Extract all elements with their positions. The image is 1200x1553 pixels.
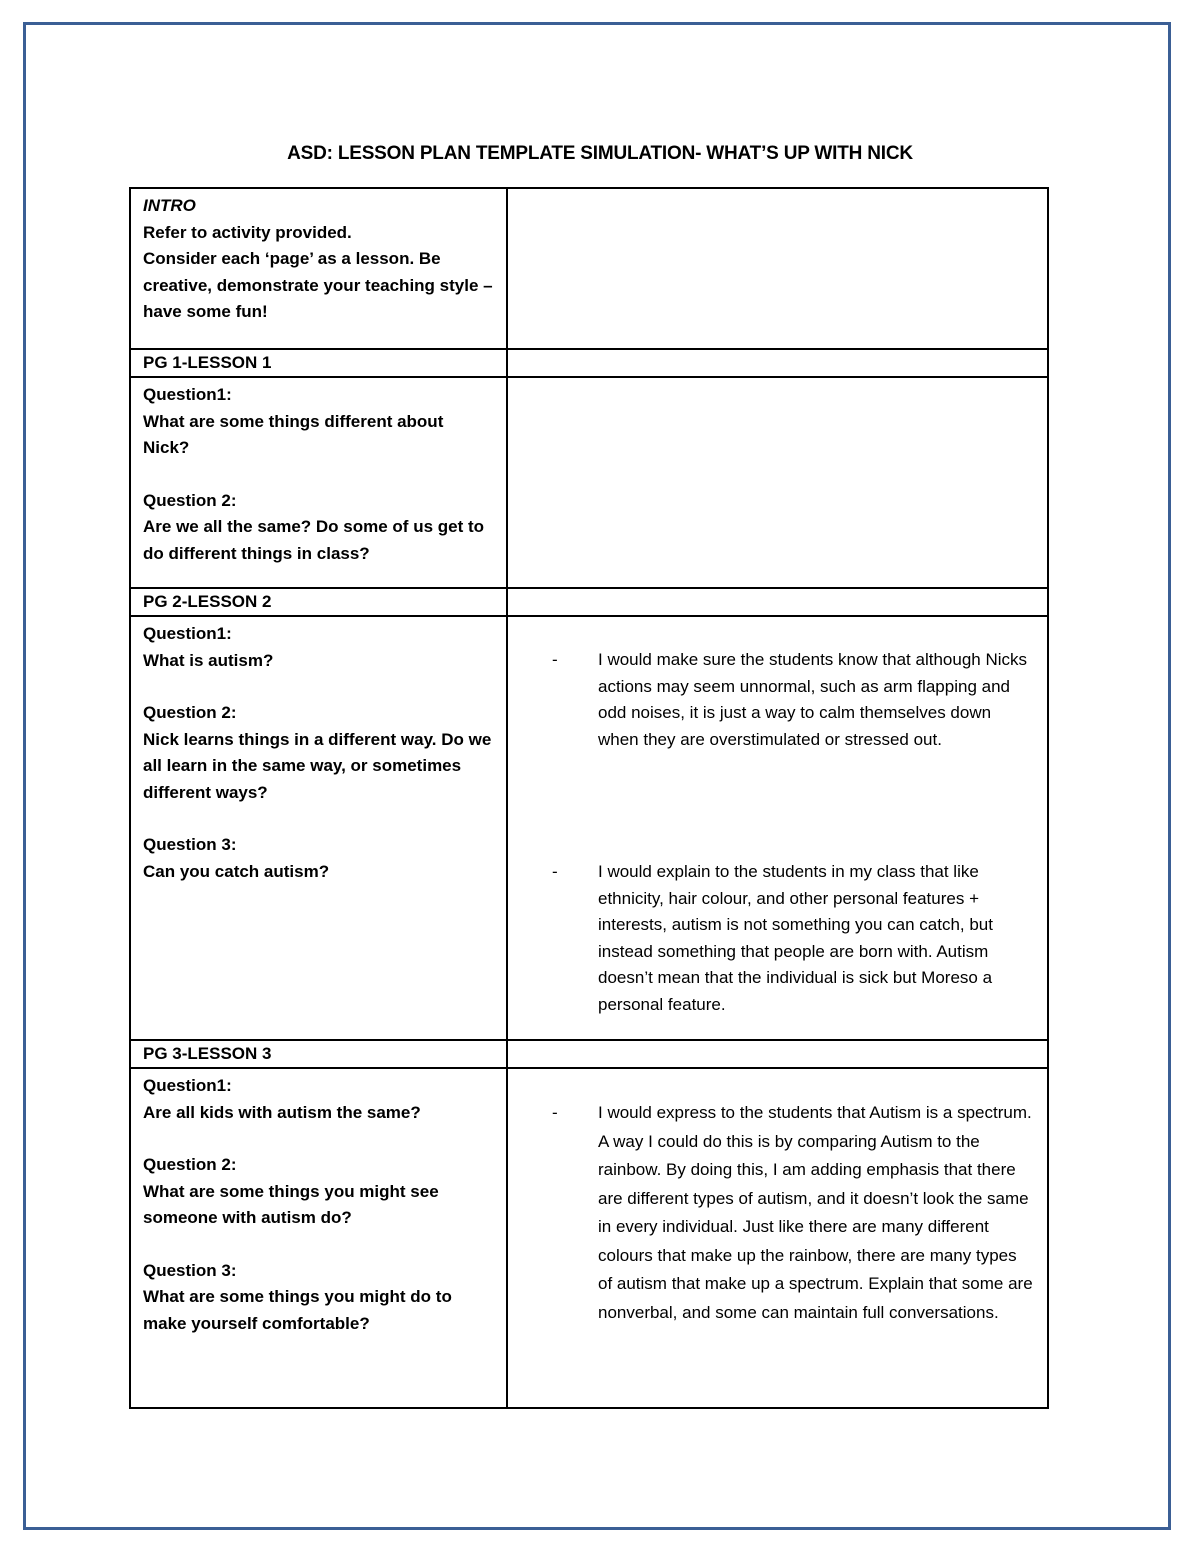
lesson-plan-table [129, 187, 1049, 1409]
question-text: What is autism? [143, 650, 274, 670]
question-label: Question1: [143, 1076, 232, 1095]
intro-line-2: Consider each ‘page’ as a lesson. Be creative, demonstrate your teaching style – have some fun! [143, 249, 493, 321]
question-text: What are some things you might do to make yourself comfortable? [143, 1287, 452, 1333]
lesson1-response-cell [507, 377, 1048, 588]
answer-bullet [552, 859, 1035, 1018]
lesson2-header-blank [507, 588, 1048, 616]
question-text: Are we all the same? Do some of us get to do different things in class? [143, 517, 485, 563]
bullet-dash: - [552, 650, 558, 669]
question-label: Question1: [143, 624, 232, 643]
question-label: Question 3: [143, 835, 237, 854]
table-row-lesson3 [130, 1068, 1048, 1408]
table-row-lesson2-header [130, 588, 1048, 616]
question-text: Can you catch autism? [143, 861, 330, 881]
question-text: What are some things you might see someone with autism do? [143, 1181, 439, 1227]
intro-response-cell [507, 188, 1048, 349]
intro-line-1: Refer to activity provided. [143, 222, 352, 242]
lesson3-questions-cell [130, 1068, 507, 1408]
question-label: Question1: [143, 385, 232, 404]
answer-text: I would express to the students that Autism is a spectrum. A way I could do this is by comparing Autism to the rainbow. By doing this, I am adding emphasis that there are different types of autism, and it doesn’t look the same in every individual. Just like there are many different colours that make up the rainbow, there are many types of autism that make up a spectrum. Explain that some are nonverbal, and some can maintain full conversations. [598, 1103, 1033, 1322]
question-label: Question 2: [143, 703, 237, 722]
lesson3-response-cell [507, 1068, 1048, 1408]
lesson1-questions-cell [130, 377, 507, 588]
question-label: Question 2: [143, 1155, 237, 1174]
table-row-lesson1 [130, 377, 1048, 588]
table-row-lesson2 [130, 616, 1048, 1040]
table-row-lesson3-header [130, 1040, 1048, 1068]
answer-text: I would explain to the students in my class that like ethnicity, hair colour, and other personal features + interests, autism is not something you can catch, but instead something that people are born with. Autism doesn’t mean that the individual is sick but Moreso a personal feature. [598, 862, 993, 1014]
answer-bullet [552, 647, 1035, 753]
question-label: Question 3: [143, 1260, 237, 1280]
question-text: Nick learns things in a different way. Do we all learn in the same way, or sometimes different ways? [143, 729, 492, 802]
lesson1-header: PG 1-LESSON 1 [130, 349, 507, 377]
intro-cell [130, 188, 507, 349]
lesson3-header: PG 3-LESSON 3 [130, 1040, 507, 1068]
bullet-dash: - [552, 1103, 558, 1122]
lesson3-header-blank [507, 1040, 1048, 1068]
table-row-intro [130, 188, 1048, 349]
question-text: What are some things different about Nick? [143, 411, 444, 457]
intro-label: INTRO [143, 196, 196, 215]
document-title: ASD: LESSON PLAN TEMPLATE SIMULATION- WHAT’S UP WITH NICK [287, 143, 913, 164]
table-row-lesson1-header [130, 349, 1048, 377]
lesson1-header-blank [507, 349, 1048, 377]
question-text: Are all kids with autism the same? [143, 1102, 421, 1122]
bullet-dash: - [552, 862, 558, 881]
lesson2-questions-cell [130, 616, 507, 1040]
lesson2-response-cell [507, 616, 1048, 1040]
answer-text: I would make sure the students know that although Nicks actions may seem unnormal, such as arm flapping and odd noises, it is just a way to calm themselves down when they are overstimulated or stressed out. [598, 650, 1028, 749]
answer-bullet [552, 1099, 1035, 1327]
question-label: Question 2: [143, 490, 237, 510]
lesson2-header: PG 2-LESSON 2 [130, 588, 507, 616]
